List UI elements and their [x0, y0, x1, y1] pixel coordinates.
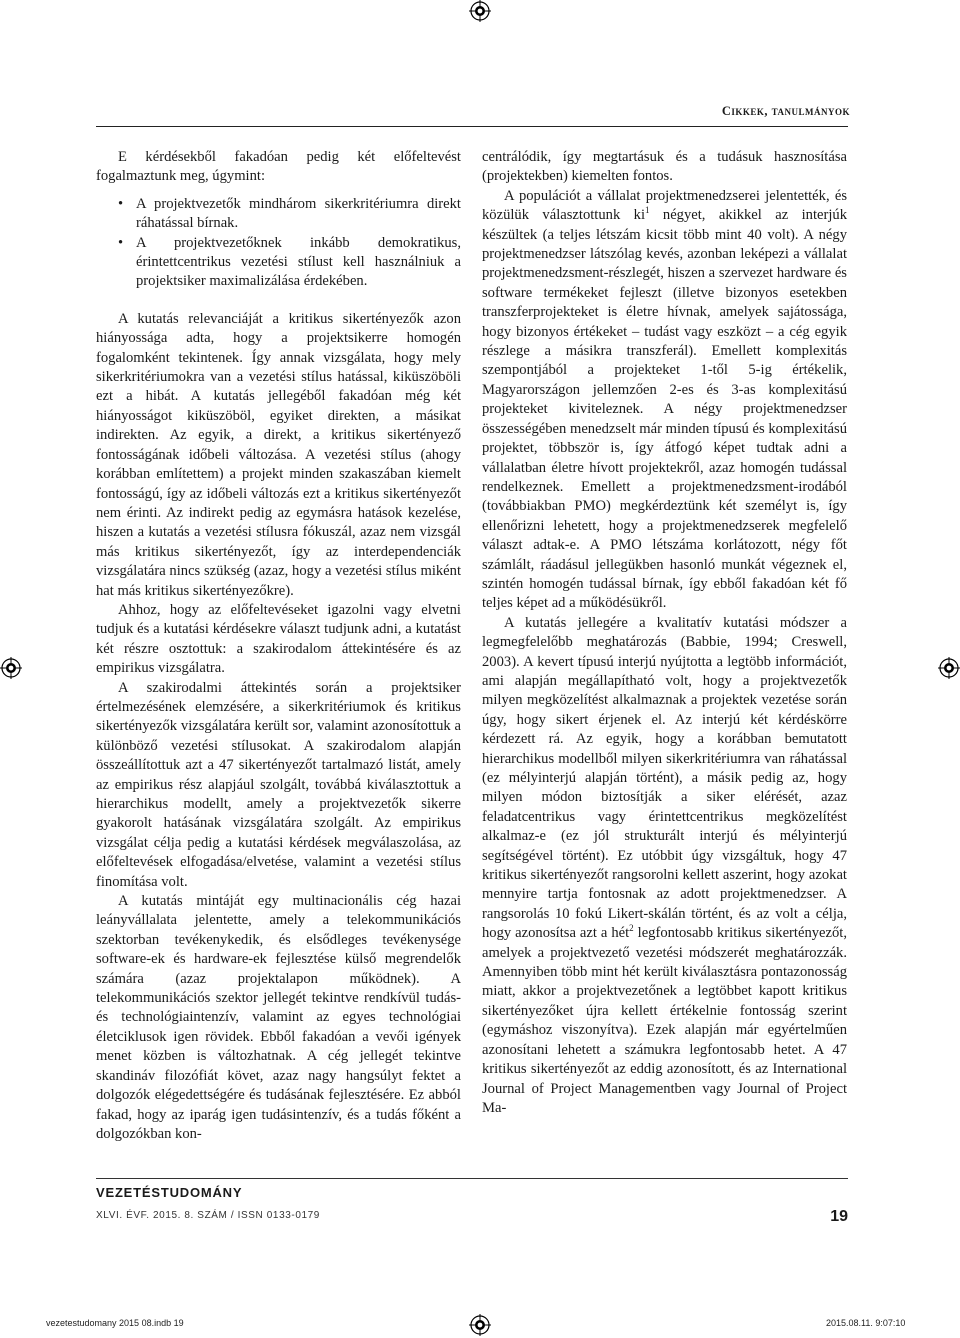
print-slug-file: vezetestudomany 2015 08.indb 19 [46, 1318, 184, 1328]
list-item: • A projektvezetők mindhárom sikerkritériumra direkt ráhatással bírnak. [118, 195, 461, 234]
registration-mark-left-icon [0, 657, 22, 679]
header-rule [96, 126, 848, 127]
print-slug-timestamp: 2015.08.11. 9:07:10 [826, 1318, 906, 1328]
paragraph-text: A populációt a vállalat projektmenedzserei jelentették, és közülük választottunk ki [482, 187, 847, 224]
paragraph-text: legfontosabb kritikus sikertényezőt, amelyek a projektvezető vezetési módszerét meghatározzák. Amennyiben több mint hét került kiválasztásra pontazonosság miatt, akkor a projektvezetőnek a legtöbbet kapott kritikus sikertényezőket újra kellett értékelnie fontosság szerint (egymáshoz viszonyítva). Ezek alapján már egyértelműen azonosítani lehetett a számukra legfontosabb hetet. A 47 kritikus sikertényezőt az eddig azonosított, és az International Journal of Project Managementben vagy Journal of Project Ma- [482, 925, 848, 1116]
journal-name: VEZETÉSTUDOMÁNY [96, 1185, 243, 1200]
page-number: 19 [830, 1208, 848, 1225]
paragraph-text: négyet, akikkel az interjúk készültek (a teljes létszám kicsit több mint 40 volt). A négy projektmenedzser látszólag kevés, azonban leképezi a vállalat projektmenedzsment-részlegét, hiszen a szervezet hardware és software termékeket fejleszt (illetve bizonyos esetekben transzferprojekteket is életre hívnak, amelyek sajátossága, hogy bizonyos értékeket – tudást vagy eszközt – a cég egyik részlege a másikra transzferál). Emellett komplexitás szempontjából a projekteket 1-től 5-ig értékelik, Magyarországon jellemzően 2-es és 3-as komplexitású projekteket kiviteleznek. A négy projektmenedzser összességében menedzselt már minden típusú és komplexitású projektet, többször is, így átfogó képet tudtak adni a vállalatban életre hívott projektekről, azaz homogén tudással rendelkeznek. Emellett a projektmenedzsment-irodából (továbbiakban PMO) megkérdeztünk két személyt is, így ellenőrizni lehetett, hogy a projektmenedzserek megfelelő választ adtak-e. A PMO létszáma korlátozott, négy főt számlált, ráadásul jellegükben hasonló munkát végeznek el, szintén homogén tudással bírnak, így ebből fakadóan két fő teljes képet ad a működésükről. [482, 207, 847, 612]
footnote-ref: 1 [645, 205, 650, 216]
paragraph: centrálódik, így megtartásuk és a tudásuk hasznosítása (projektekben) kiemelten fontos. [482, 149, 847, 185]
paragraph-text: A kutatás jellegére a kvalitatív kutatási módszer a legmegfelelőbb meghatározás (Babbie, 1994; Creswell, 2003). A kevert típusú interjú nyújtotta a legtöbb információt, ami alapján megállapítható volt, hogy a projektvezetők milyen megközelítést alkalmaznak a projektek vezetése során úgy, hogy sikert érjenek el. Az interjú két kérdéskörre kérdezett rá. Az egyik, hogy a korábban bemutatott hierarchikus modellből milyen sikerkritériumra van ráhatással (ez mélyinterjú alapján történt), a másik pedig az, hogy milyen módon biztosítják a siker elérését, azaz feladatcentrikus vagy érintettcentrikus megközelítést alkalmaz-e (ez jól strukturált interjú és mélyinterjú segítségével történt). Ez utóbbit úgy vizsgáltuk, hogy 47 kritikus sikertényezőt rangsorolni kellett aszerint, hogy azokat mennyire tartja fontosnak az adott projektmenedzser. A rangsorolás 10 fokú Likert-skálán történt, és az volt a célja, hogy azonosítsa azt a hét [482, 614, 847, 942]
list-item: • A projektvezetőknek inkább demokratikus, érintettcentrikus vezetési stílust kell használniuk a projektsiker maximalizálása érdekében. [118, 234, 461, 292]
paragraph [482, 614, 847, 1119]
paragraph: A kutatás mintáját egy multinacionális cég hazai leányvállalata jelentette, amely a telekommunikációs szektorban tevékenykedik, és elsődleges tevékenysége software-ek és hardware-ek fejlesztése külső megrendelők számára (azaz projektalapon működnek). A telekommunikációs szektor jellegét tekintve rendkívül tudás- és technológiaintenzív, valamint az egyes technológiai életciklusok igen rövidek. Ebből fakadóan a vevői igények menet közben is változhatnak. A cég jellegét tekintve skandináv filozófiát követ, azaz nagy hangsúlyt fektet a dolgozók elégedettségére és tudásának fejlesztésére. Ez abból fakad, hogy az iparág igen tudásintenzív, és a tudás főként a dolgozókban kon- [96, 893, 461, 1142]
footnote-ref: 2 [629, 923, 634, 934]
right-column [482, 148, 847, 1118]
paragraph: A szakirodalmi áttekintés során a projektsiker értelmezésének elemzésére, a sikerkritériumok és kritikus sikertényezők vizsgálatára került sor, valamint azonosítottuk a különböző vezetési stílusokat. A szakirodalom alapján összeállítottuk azt a 47 sikertényezőt tartalmazó listát, amely az empirikus rész alapjául szolgált, továbbá kiválasztottuk a hierarchikus modellt, amely a projektvezetők sikerre gyakorolt hatásának vizsgálatára szolgált. Az empirikus vizsgálat célja pedig a kutatási kérdések megválaszolása, az előfeltevések elfogadása/elvetése, valamint a vezetési stílus finomítása volt. [96, 679, 461, 890]
hypotheses-list [96, 195, 461, 292]
paragraph: A kutatás relevanciáját a kritikus sikertényezők azon hiányossága adta, hogy a projektsikerre homogén fogalomként tekintenek. Így annak vizsgálata, hogy mely sikerkritériumokra van a vezetési stílus hatással, kiküszöböli ezt a hibát. A kutatás jellegéből fakadóan még két hiányosságot kiküszöböl, egyiket direkten, a másikat indirekten. Az egyik, a direkt, a kritikus sikertényező fontosságának időbeli változása. A vezetési stílus (ahogy korábban említettem) a projekt minden szakaszában kiemelt fontosságú, így az időbeli változás ezt a kritikus sikertényezőt nem érinti. Az indirekt pedig az egymásra hatások kezelése, hiszen a kutatás a vezetési stílusra fókuszál, azaz nem vizsgál más kritikus sikertényezőt, így az interdependenciák vizsgálatára nincs szükség (azaz, hogy a vezetési stílus miként hat más kritikus sikertényezőkre). [96, 310, 461, 599]
intro-paragraph: E kérdésekből fakadóan pedig két előfeltevést fogalmaztunk meg, úgymint: [96, 149, 461, 185]
paragraph: Ahhoz, hogy az előfeltevéseket igazolni vagy elvetni tudjuk és a kutatási kérdésekre választ tudjunk adni, a kutatást két részre osztottuk: a szakirodalom áttekintésére és az empirikus vizsgálatra. [96, 601, 461, 677]
paragraph [482, 187, 847, 614]
footer-rule [96, 1178, 848, 1179]
issue-info: XLVI. ÉVF. 2015. 8. SZÁM / ISSN 0133-0179 [96, 1210, 320, 1221]
page-footer [96, 1178, 848, 1225]
section-title: Cikkek, tanulmányok [721, 104, 850, 118]
registration-mark-top-icon [469, 0, 491, 22]
registration-mark-right-icon [938, 657, 960, 679]
left-column [96, 148, 461, 1144]
registration-mark-bottom-icon [469, 1314, 491, 1336]
